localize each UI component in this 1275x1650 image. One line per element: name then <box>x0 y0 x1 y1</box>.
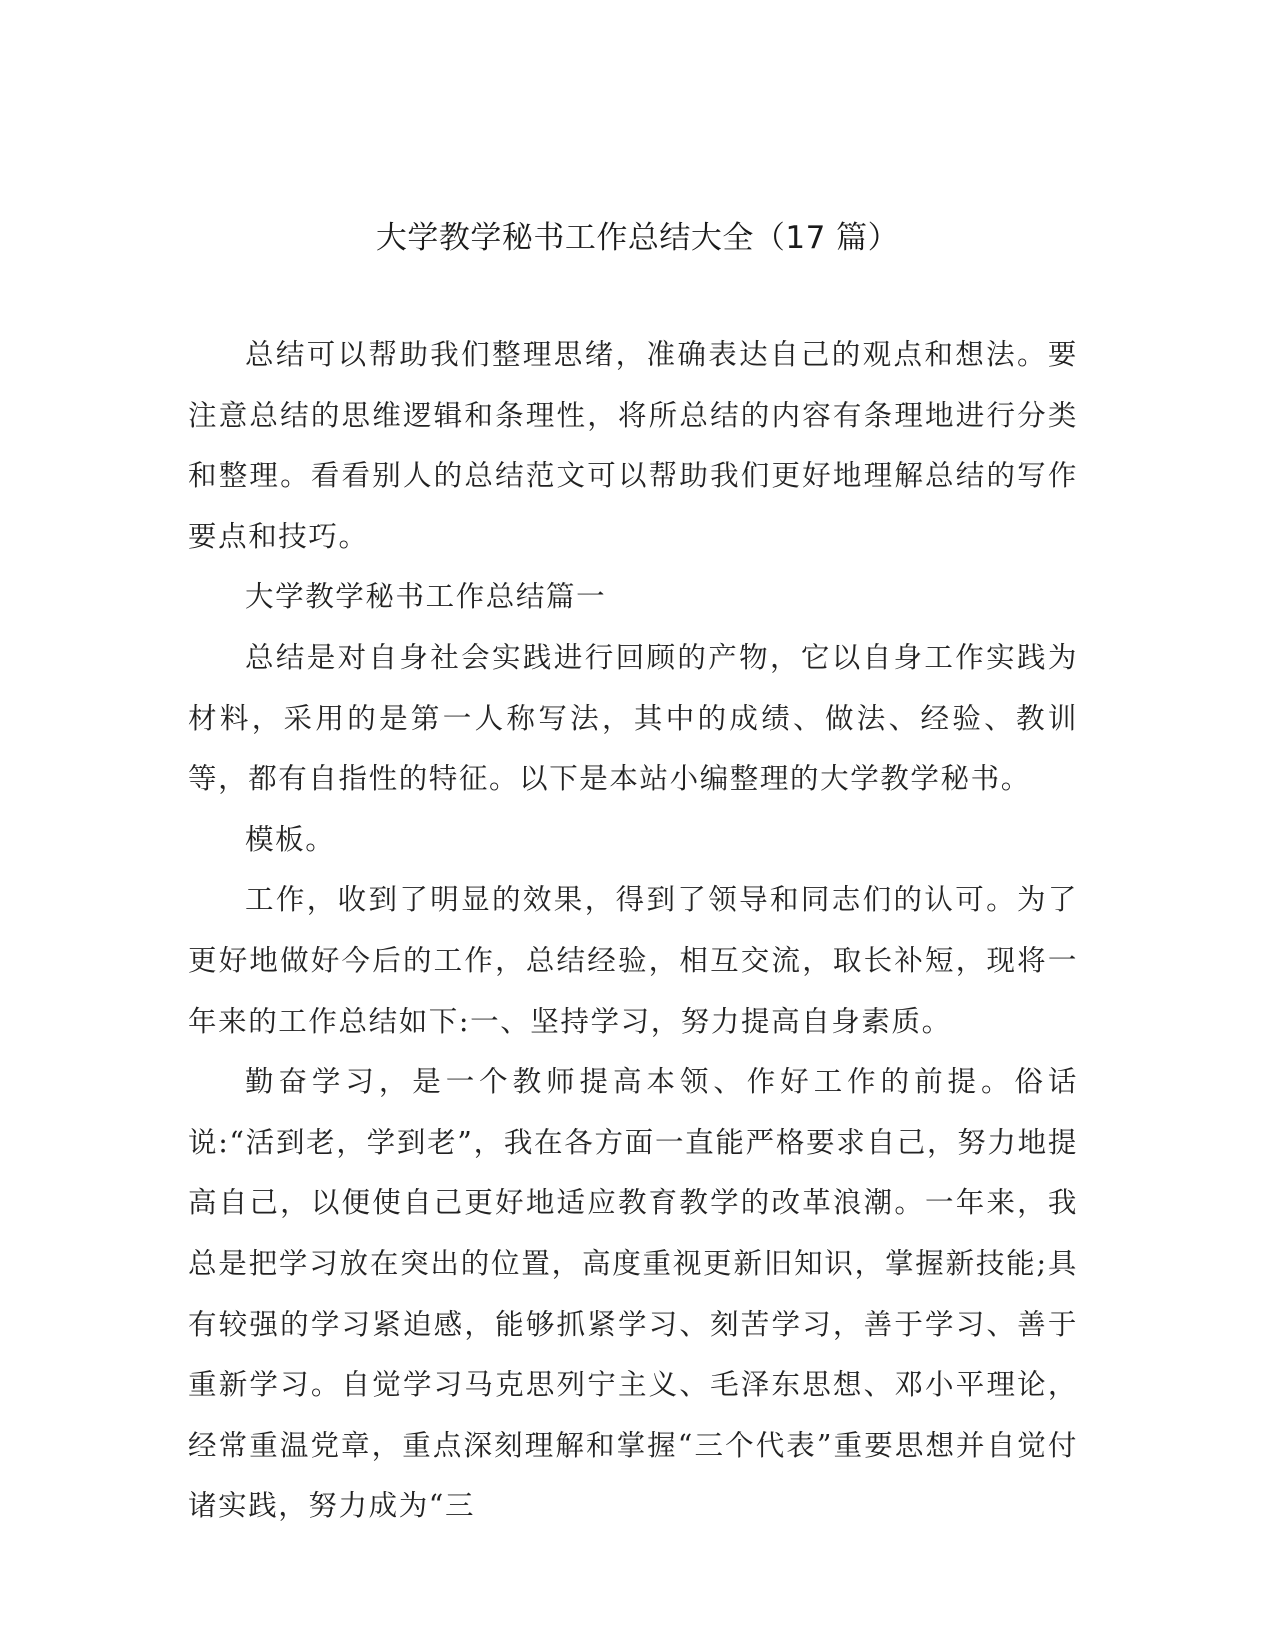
body-paragraph: 模板。 <box>245 822 336 856</box>
body-paragraph: 勤奋学习，是一个教师提高本领、作好工作的前提。俗话说:“活到老，学到老”，我在各方面一直能严格要求自己，努力地提高自己，以便使自己更好地适应教育教学的改革浪潮。一年来，我总是把学习放在突出的位置，高度重视更新旧知识，掌握新技能;具有较强的学习紧迫感，能够抓紧学习、刻苦学习，善于学习、善于重新学习。自觉学习马克思列宁主义、毛泽东思想、邓小平理论，经常重温党章，重点深刻理解和掌握“三个代表”重要思想并自觉付诸实践，努力成为“三 <box>188 1065 1078 1523</box>
body-paragraph: 工作，收到了明显的效果，得到了领导和同志们的认可。为了更好地做好今后的工作，总结经验，相互交流，取长补短，现将一年来的工作总结如下:一、坚持学习，努力提高自身素质。 <box>188 883 1078 1038</box>
intro-paragraph: 总结可以帮助我们整理思绪，准确表达自己的观点和想法。要注意总结的思维逻辑和条理性，将所总结的内容有条理地进行分类和整理。看看别人的总结范文可以帮助我们更好地理解总结的写作要点和技巧。 <box>188 338 1078 553</box>
body-paragraph: 总结是对自身社会实践进行回顾的产物，它以自身工作实践为材料，采用的是第一人称写法，其中的成绩、做法、经验、教训等，都有自指性的特征。以下是本站小编整理的大学教学秘书。 <box>188 640 1078 796</box>
section-heading: 大学教学秘书工作总结篇一 <box>245 580 607 614</box>
document-title: 大学教学秘书工作总结大全（17 篇） <box>375 220 900 256</box>
document-body <box>188 325 1078 1537</box>
